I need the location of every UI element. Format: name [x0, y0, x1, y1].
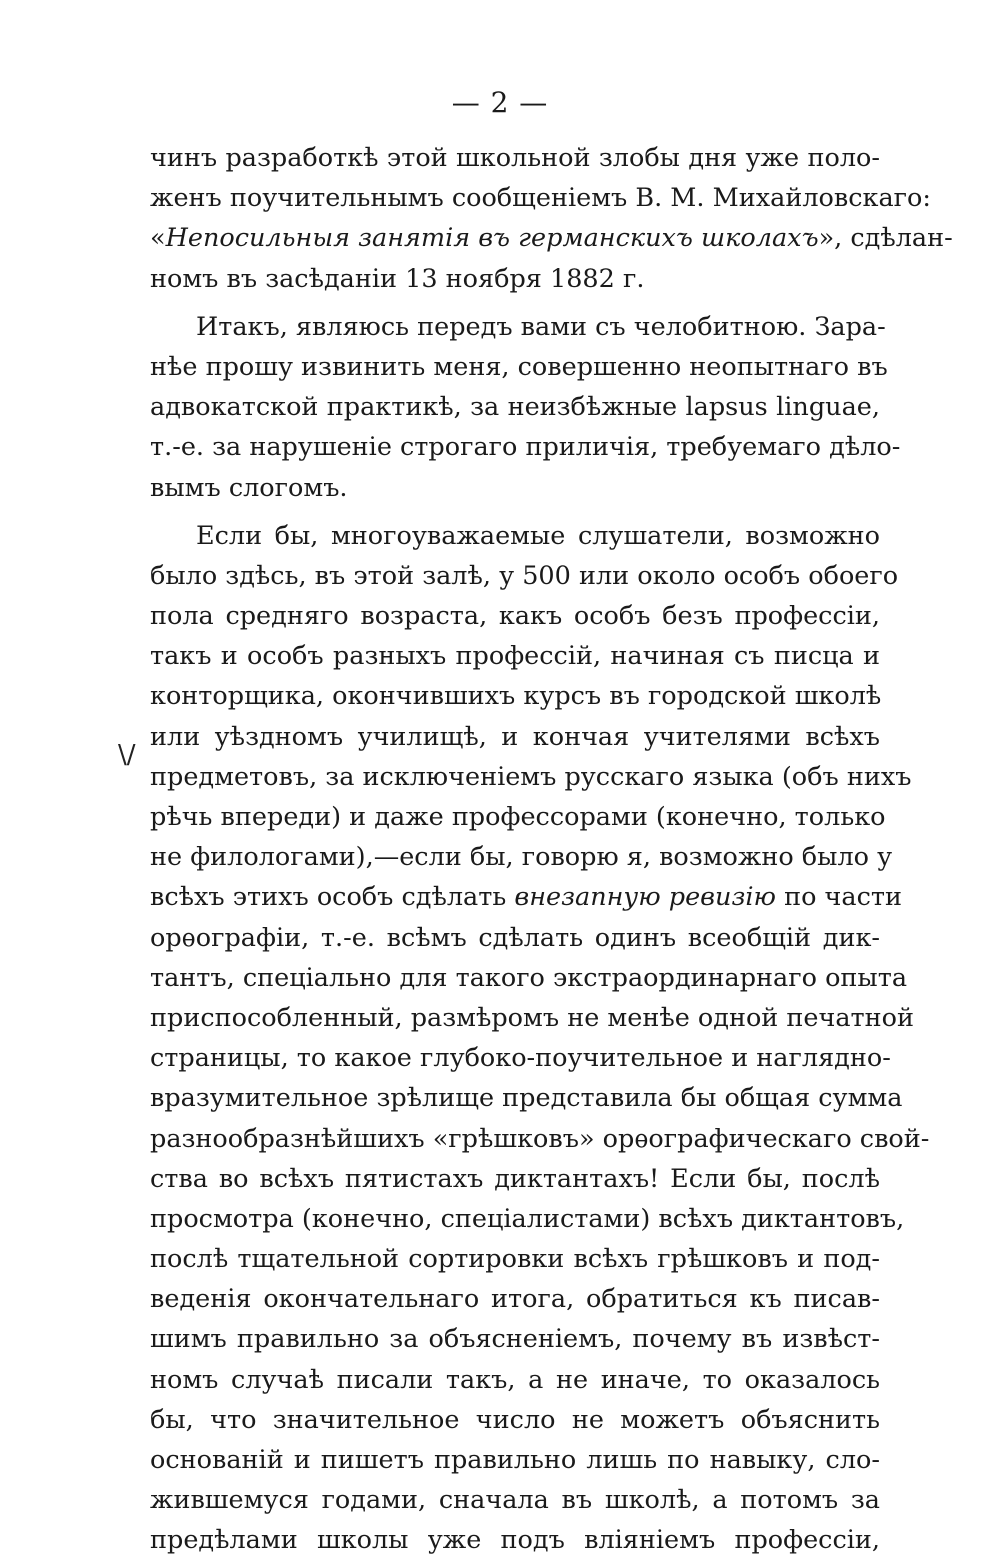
text-line: приспособленный, размѣромъ не менѣе одной печатной	[150, 1002, 914, 1033]
text-line: не филологами),—если бы, говорю я, возможно было у	[150, 842, 893, 873]
text-line: вразумительное зрѣлище представила бы общая сумма	[150, 1083, 903, 1114]
text-line: номъ въ засѣданіи 13 ноября 1882 г.	[150, 263, 645, 294]
italic-phrase: внезапную ревизію	[514, 882, 776, 913]
text-fragment: всѣхъ этихъ особъ сдѣлать	[150, 882, 515, 913]
text-line: было здѣсь, въ этой залѣ, у 500 или около особъ обоего	[150, 560, 899, 591]
paragraph-3	[150, 516, 930, 1561]
body-text	[150, 138, 953, 1561]
paragraph-1	[150, 138, 953, 299]
paragraph-2	[150, 307, 901, 508]
text-line	[150, 877, 902, 917]
text-line: конторщика, окончившихъ курсъ въ городской школѣ	[150, 681, 882, 712]
margin-check-mark: \/	[118, 740, 136, 770]
text-line: страницы, то какое глубоко-поучительное и наглядно-	[150, 1043, 891, 1074]
text-line: просмотра (конечно, спеціалистами) всѣхъ диктантовъ,	[150, 1203, 905, 1234]
text-fragment: по части	[775, 882, 902, 913]
text-line: бы, что значительное число не можетъ объяснить	[150, 1404, 880, 1435]
text-line: женъ поучительнымъ сообщеніемъ В. М. Михайловскаго:	[150, 183, 931, 214]
text-line: пола средняго возраста, какъ особъ безъ профессіи,	[150, 601, 880, 632]
text-line: ства во всѣхъ пятистахъ диктантахъ! Если бы, послѣ	[150, 1163, 880, 1194]
text-line: жившемуся годами, сначала въ школѣ, а потомъ за	[150, 1485, 880, 1516]
text-line: послѣ тщательной сортировки всѣхъ грѣшковъ и под-	[150, 1244, 880, 1275]
text-line: предѣлами школы уже подъ вліяніемъ профессіи,	[150, 1525, 880, 1556]
text-line: или уѣздномъ училищѣ, и кончая учителями всѣхъ	[150, 721, 880, 752]
text-line: веденія окончательнаго итога, обратиться къ писав-	[150, 1284, 880, 1315]
text-line: номъ случаѣ писали такъ, а не иначе, то оказалось	[150, 1364, 880, 1395]
text-line: нѣе прошу извинить меня, совершенно неопытнаго въ	[150, 351, 888, 382]
quote-open: «	[150, 223, 166, 254]
text-line: вымъ слогомъ.	[150, 472, 348, 503]
text-line: орѳографіи, т.-е. всѣмъ сдѣлать одинъ всеобщій дик-	[150, 922, 880, 953]
text-line: шимъ правильно за объясненіемъ, почему въ извѣст-	[150, 1324, 880, 1355]
text-line: Если бы, многоуважаемые слушатели, возможно	[196, 520, 880, 551]
italic-title: Непосильныя занятія въ германскихъ школахъ	[165, 223, 819, 254]
text-line: тантъ, спеціально для такого экстраординарнаго опыта	[150, 962, 908, 993]
text-line	[150, 218, 953, 258]
text-fragment: », сдѣлан-	[818, 223, 953, 254]
text-line: разнообразнѣйшихъ «грѣшковъ» орѳографическаго свой-	[150, 1123, 930, 1154]
text-line: адвокатской практикѣ, за неизбѣжные lapsus linguae,	[150, 392, 880, 423]
text-line: чинъ разработкѣ этой школьной злобы дня уже поло-	[150, 143, 880, 173]
text-line: предметовъ, за исключеніемъ русскаго языка (объ нихъ	[150, 761, 912, 792]
page-number: — 2 —	[451, 86, 549, 119]
text-line: рѣчь впереди) и даже профессорами (конечно, только	[150, 802, 886, 832]
text-line: т.-е. за нарушеніе строгаго приличія, требуемаго дѣло-	[150, 432, 901, 463]
text-line: Итакъ, являюсь передъ вами съ челобитною. Зара-	[196, 311, 886, 342]
text-line: такъ и особъ разныхъ профессій, начиная съ писца и	[150, 641, 880, 672]
text-line: основаній и пишетъ правильно лишь по навыку, сло-	[150, 1445, 880, 1475]
